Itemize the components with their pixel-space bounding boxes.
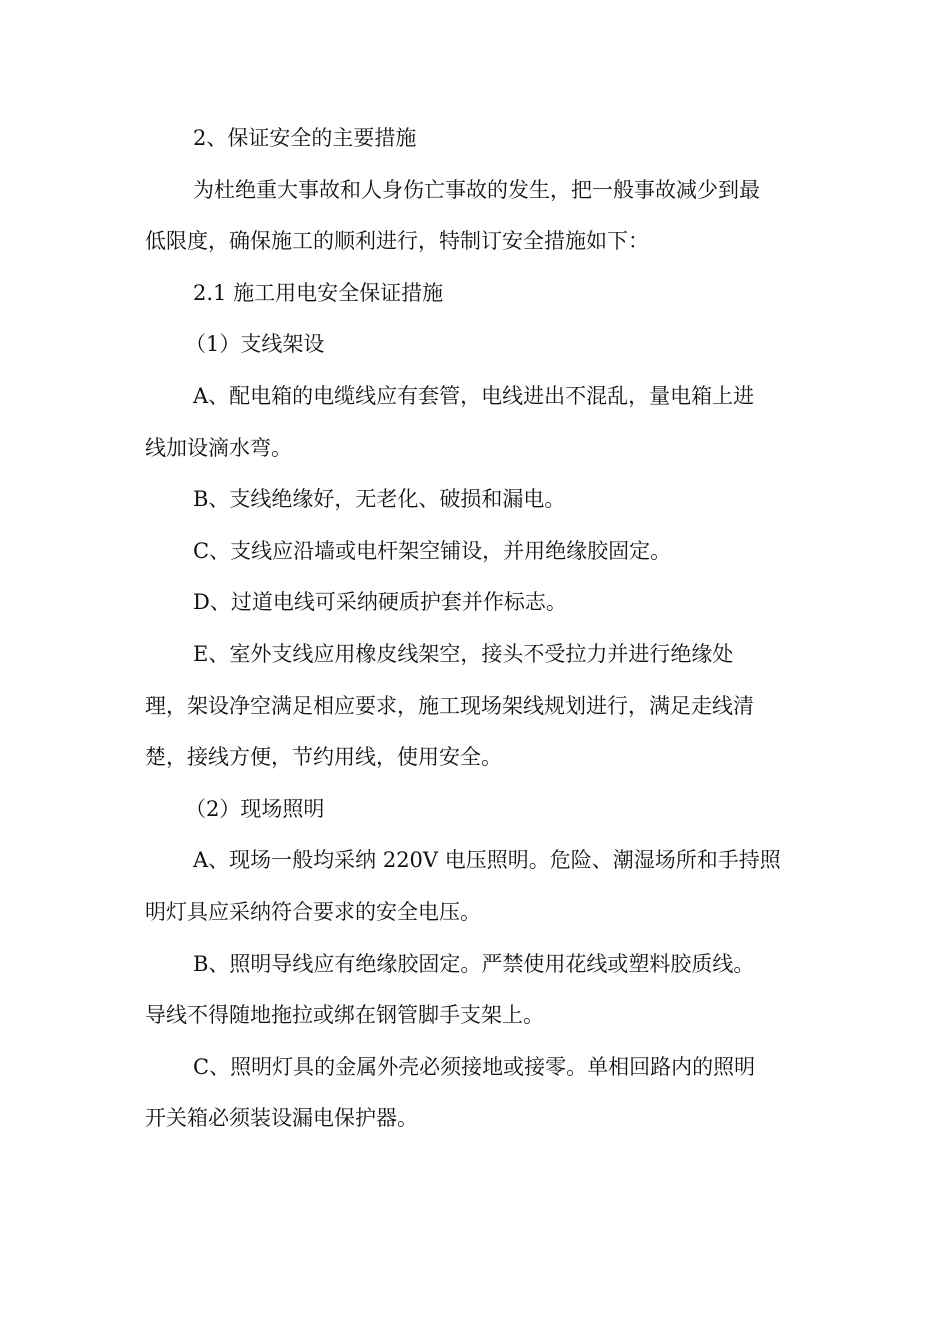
part2-item-c-line-1: C、照明灯具的金属外壳必须接地或接零。单相回路内的照明 [193,1054,756,1079]
part2-title: （2）现场照明 [185,796,325,821]
part2-item-a [145,835,810,938]
part1-item-c: C、支线应沿墙或电杆架空铺设，并用绝缘胶固定。 [193,538,672,563]
part2-item-b [145,939,810,1042]
part1-item-e-line-1: E、室外支线应用橡皮线架空，接头不受拉力并进行绝缘处 [193,641,734,666]
part1-item-a-line-2: 线加设滴水弯。 [145,435,292,460]
part1-item-a-line-1: A、配电箱的电缆线应有套管，电线进出不混乱，量电箱上进 [193,383,755,408]
part2-item-c [145,1042,810,1145]
part2-item-a-line-2: 明灯具应采纳符合要求的安全电压。 [145,899,481,924]
intro-line-1: 为杜绝重大事故和人身伤亡事故的发生，把一般事故减少到最 [193,177,760,202]
part2-item-c-line-2: 开关箱必须装设漏电保护器。 [145,1106,418,1131]
part1-item-e-line-3: 楚，接线方便，节约用线，使用安全。 [145,745,502,770]
part1-item-d: D、过道电线可采纳硬质护套并作标志。 [193,590,567,615]
part1-item-e [145,629,810,784]
part2-item-b-line-2: 导线不得随地拖拉或绑在钢管脚手支架上。 [145,1003,544,1028]
part2-item-b-line-1: B、照明导线应有绝缘胶固定。严禁使用花线或塑料胶质线。 [193,951,755,976]
part2-item-a-line-1: A、现场一般均采纳 220V 电压照明。危险、潮湿场所和手持照 [193,848,781,873]
intro-paragraph [145,165,810,268]
part1-item-a [145,371,810,474]
intro-line-2: 低限度，确保施工的顺利进行，特制订安全措施如下： [145,229,649,254]
section-title: 2、保证安全的主要措施 [193,126,417,150]
subsection-title: 2.1 施工用电安全保证措施 [193,280,444,305]
part1-title: （1）支线架设 [185,332,325,357]
document-body [145,113,810,1145]
part1-item-b: B、支线绝缘好，无老化、破损和漏电。 [193,487,566,512]
part1-item-e-line-2: 理，架设净空满足相应要求，施工现场架线规划进行，满足走线清 [145,693,754,718]
